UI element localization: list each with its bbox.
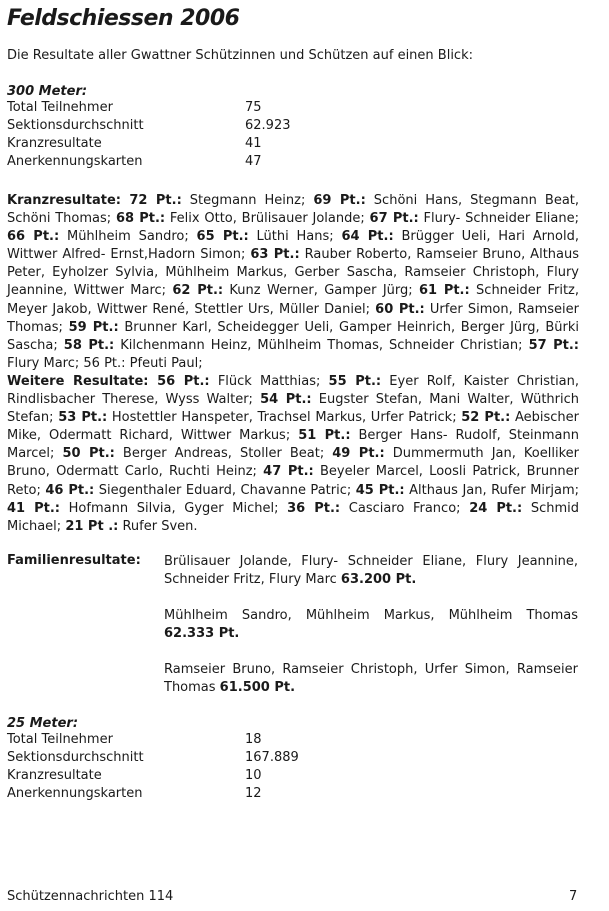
score-group-names: Rufer Sven. — [118, 518, 198, 534]
score-group-names: Berger Hans- Rudolf, Steinmann Marcel; — [7, 428, 579, 462]
family-names: Brülisauer Jolande, Flury- Schneider Eliane, Flury Jeannine, Schneider Fritz, Flury Marc — [164, 554, 578, 587]
score-group-names: Siegenthaler Eduard, Chavanne Patric; — [94, 482, 356, 498]
score-group-label: 51 Pt.: — [298, 428, 351, 444]
stat-row — [7, 99, 291, 117]
score-group-names: Flury Marc; 56 Pt.: Pfeuti Paul; — [7, 355, 203, 371]
score-group-names: Flury- Schneider Eliane; — [418, 211, 580, 227]
score-group-label: 66 Pt.: — [7, 229, 60, 245]
stat-row — [7, 731, 299, 749]
section-300m-heading: 300 Meter: — [7, 84, 88, 99]
stat-row — [7, 785, 299, 803]
stat-value: 18 — [245, 732, 262, 747]
score-group-names: Schmid Michael; — [7, 500, 580, 534]
stat-row — [7, 153, 291, 171]
stats-300m — [7, 99, 291, 171]
stat-row — [7, 135, 291, 153]
score-group-names: Hostettler Hanspeter, Trachsel Markus, Urfer Patrick; — [107, 410, 462, 426]
stat-label: Total Teilnehmer — [7, 732, 113, 747]
family-score: 62.333 Pt. — [164, 626, 240, 641]
weitere-resultate-paragraph — [7, 373, 579, 536]
score-group-label: 41 Pt.: — [7, 500, 61, 516]
stat-row — [7, 767, 299, 785]
score-group-names: Flück Matthias; — [209, 374, 329, 389]
footer-page-number: 7 — [569, 889, 578, 904]
stat-label: Total Teilnehmer — [7, 100, 113, 115]
score-group-label: 61 Pt.: — [419, 283, 470, 299]
footer-publication: Schützennachrichten 114 — [7, 889, 174, 904]
score-group-label: 68 Pt.: — [115, 211, 166, 227]
family-result-group — [164, 607, 578, 643]
score-group-label: 54 Pt.: — [260, 392, 312, 408]
familienresultate-label: Familienresultate: — [7, 553, 141, 568]
family-score: 61.500 Pt. — [219, 680, 296, 695]
score-group-names: Felix Otto, Brülisauer Jolande; — [165, 211, 370, 227]
stat-value: 10 — [245, 768, 262, 783]
section-25m-heading: 25 Meter: — [7, 716, 79, 731]
score-group-names: Rauber Roberto, Ramseier Bruno, Althaus Peter, Eyholzer Sylvia, Mühlheim Markus, Gerber Sascha, Ramseier Christoph, Flury Jeannine, Wittwer Marc; — [7, 247, 580, 299]
score-group-label: 62 Pt.: — [172, 283, 224, 299]
stat-label: Anerkennungskarten — [7, 786, 143, 801]
score-group-label: Kranzresultate: 72 Pt.: — [7, 193, 182, 208]
score-group-names: Schneider Fritz, Meyer Jakob, Wittwer René, Stettler Urs, Müller Daniel; — [7, 283, 579, 317]
stat-value: 62.923 — [245, 118, 291, 133]
kranzresultate-paragraph — [7, 192, 579, 373]
score-group-names: Beyeler Marcel, Loosli Patrick, Brunner Reto; — [7, 464, 579, 498]
family-result-group — [164, 553, 578, 589]
stat-value: 167.889 — [245, 750, 299, 765]
score-group-label: 55 Pt.: — [328, 374, 382, 389]
stat-label: Sektionsdurchschnitt — [7, 750, 144, 765]
score-group-label: 57 Pt.: — [528, 337, 579, 353]
score-group-names: Dummermuth Jan, Koelliker Bruno, Odermatt Carlo, Ruchti Heinz; — [7, 446, 580, 480]
family-names: Ramseier Bruno, Ramseier Christoph, Urfer Simon, Ramseier Thomas — [164, 662, 578, 695]
score-group-names: Casciaro Franco; — [340, 500, 470, 516]
stat-value: 41 — [245, 136, 262, 151]
page-title: Feldschiessen 2006 — [7, 6, 240, 31]
score-group-names: Urfer Simon, Ramseier Thomas; — [7, 301, 579, 335]
section-25m — [7, 716, 299, 803]
intro-text: Die Resultate aller Gwattner Schützinnen und Schützen auf einen Blick: — [7, 48, 473, 63]
stat-label: Anerkennungskarten — [7, 154, 143, 169]
stat-value: 12 — [245, 786, 262, 801]
score-group-label: 47 Pt.: — [263, 464, 314, 480]
score-group-label: 52 Pt.: — [461, 410, 511, 426]
score-group-label: Weitere Resultate: 56 Pt.: — [7, 374, 210, 389]
score-group-names: Eyer Rolf, Kaister Christian, Rindlisbacher Therese, Wyss Walter; — [7, 374, 580, 408]
score-group-names: Berger Andreas, Stoller Beat; — [114, 446, 333, 462]
score-group-label: 24 Pt.: — [469, 500, 523, 516]
score-group-label: 64 Pt.: — [341, 229, 394, 245]
score-group-label: 21 Pt .: — [65, 518, 119, 534]
family-names: Mühlheim Sandro, Mühlheim Markus, Mühlheim Thomas — [164, 608, 578, 623]
score-group-label: 63 Pt.: — [250, 247, 300, 263]
score-group-label: 58 Pt.: — [63, 337, 115, 353]
stat-row — [7, 749, 299, 767]
score-group-names: Aebischer Mike, Odermatt Richard, Wittwer Markus; — [7, 410, 580, 444]
score-group-label: 67 Pt.: — [369, 211, 419, 227]
score-group-names: Althaus Jan, Rufer Mirjam; — [404, 482, 580, 498]
score-group-label: 69 Pt.: — [313, 193, 366, 208]
stats-25m — [7, 731, 299, 803]
score-group-names: Lüthi Hans; — [248, 229, 342, 245]
stat-label: Sektionsdurchschnitt — [7, 118, 144, 133]
score-group-label: 36 Pt.: — [287, 500, 341, 516]
score-group-names: Eugster Stefan, Mani Walter, Wüthrich Stefan; — [7, 392, 579, 426]
score-group-names: Stegmann Heinz; — [181, 193, 314, 208]
section-300m — [7, 84, 291, 171]
score-group-names: Kunz Werner, Gamper Jürg; — [223, 283, 419, 299]
stat-value: 75 — [245, 100, 262, 115]
stat-label: Kranzresultate — [7, 136, 102, 151]
score-group-label: 60 Pt.: — [375, 301, 425, 317]
score-group-names: Schöni Hans, Stegmann Beat, Schöni Thomas; — [7, 193, 580, 227]
family-result-group — [164, 661, 578, 697]
score-group-label: 50 Pt.: — [62, 446, 115, 462]
family-score: 63.200 Pt. — [340, 572, 417, 587]
score-group-label: 45 Pt.: — [355, 482, 405, 498]
score-group-label: 65 Pt.: — [196, 229, 249, 245]
score-group-names: Mühlheim Sandro; — [59, 229, 197, 245]
stat-value: 47 — [245, 154, 262, 169]
score-group-names: Kilchenmann Heinz, Mühlheim Thomas, Schneider Christian; — [114, 337, 529, 353]
stat-label: Kranzresultate — [7, 768, 102, 783]
score-group-names: Hofmann Silvia, Gyger Michel; — [60, 500, 288, 516]
score-group-names: Brunner Karl, Scheidegger Ueli, Gamper Heinrich, Berger Jürg, Bürki Sascha; — [7, 319, 579, 353]
score-group-label: 46 Pt.: — [45, 482, 95, 498]
stat-row — [7, 117, 291, 135]
score-group-label: 59 Pt.: — [68, 319, 119, 335]
score-group-label: 53 Pt.: — [58, 410, 108, 426]
score-group-label: 49 Pt.: — [332, 446, 385, 462]
score-group-names: Brügger Ueli, Hari Arnold, Wittwer Alfred- Ernst,Hadorn Simon; — [7, 229, 579, 263]
